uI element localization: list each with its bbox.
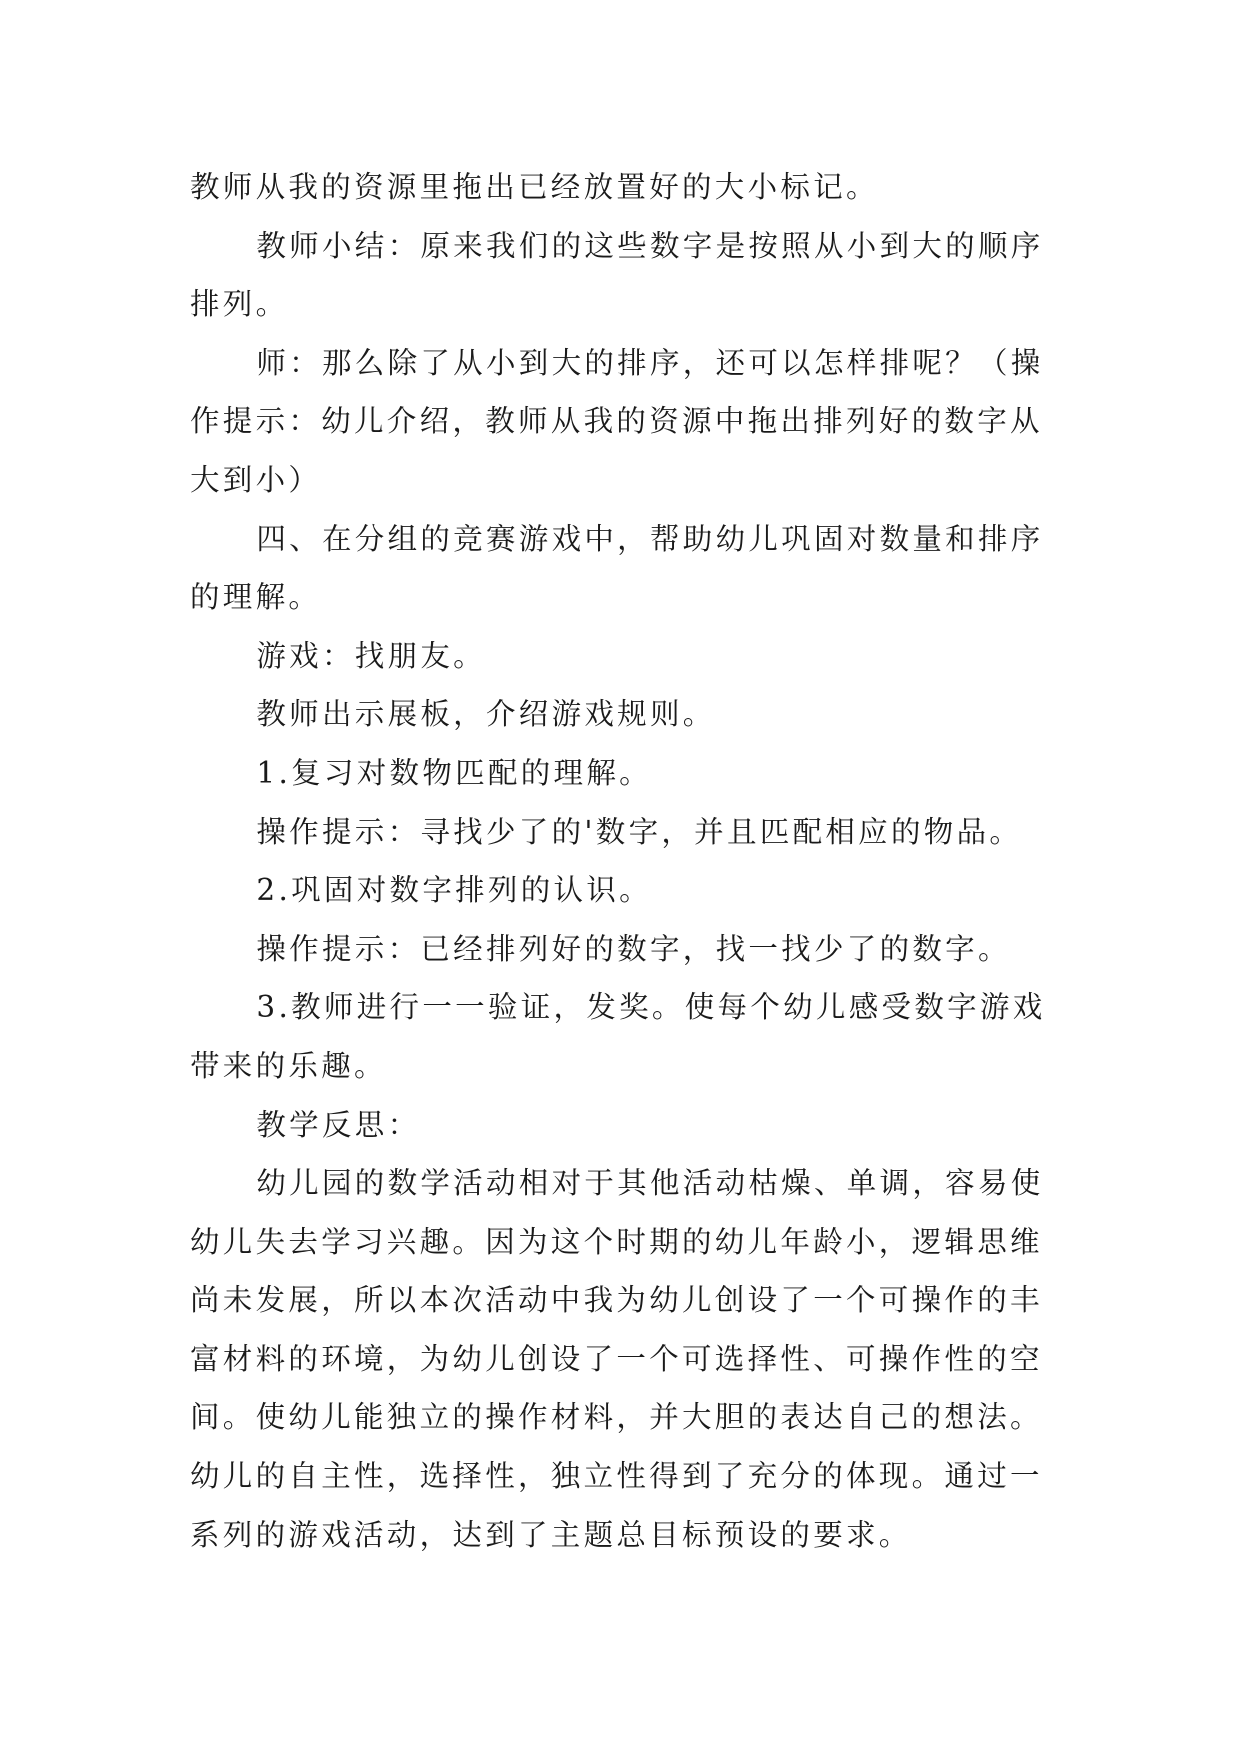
text-line: 幼儿园的数学活动相对于其他活动枯燥、单调，容易使 (256, 1166, 1044, 1201)
text-line: 排列。 (190, 287, 289, 322)
text-line: 教师小结：原来我们的这些数字是按照从小到大的顺序 (256, 228, 1044, 263)
text-line: 游戏：找朋友。 (256, 638, 486, 673)
paragraph-game-title (190, 627, 1070, 686)
paragraph-teacher-question (190, 334, 1070, 510)
paragraph-step-1-hint (190, 803, 1070, 862)
text-line: 尚未发展，所以本次活动中我为幼儿创设了一个可操作的丰 (190, 1283, 1043, 1318)
document-body (190, 158, 1070, 1564)
text-line: 富材料的环境，为幼儿创设了一个可选择性、可操作性的空 (190, 1341, 1043, 1376)
text-line: 操作提示：寻找少了的'数字，并且匹配相应的物品。 (256, 814, 1023, 849)
text-line: 教学反思： (256, 1107, 421, 1142)
text-line: 四、在分组的竞赛游戏中，帮助幼儿巩固对数量和排序 (256, 521, 1044, 556)
paragraph-summary (190, 217, 1070, 334)
text-line: 教师从我的资源里拖出已经放置好的大小标记。 (190, 170, 879, 204)
paragraph-step-2-hint (190, 920, 1070, 979)
text-line: 的理解。 (190, 580, 322, 615)
text-line: 操作提示：已经排列好的数字，找一找少了的数字。 (256, 931, 1011, 966)
text-line: 幼儿的自主性，选择性，独立性得到了充分的体现。通过一 (190, 1459, 1043, 1494)
paragraph-step-1 (190, 744, 1070, 803)
text-line: 幼儿失去学习兴趣。因为这个时期的幼儿年龄小，逻辑思维 (190, 1224, 1043, 1259)
text-line: 间。使幼儿能独立的操作材料，并大胆的表达自己的想法。 (190, 1400, 1043, 1435)
paragraph-reflection-body (190, 1154, 1070, 1564)
text-line: 2.巩固对数字排列的认识。 (256, 873, 652, 908)
paragraph-reflection-title (190, 1096, 1070, 1155)
text-line: 3.教师进行一一验证，发奖。使每个幼儿感受数字游戏 (256, 990, 1046, 1025)
text-line: 作提示：幼儿介绍，教师从我的资源中拖出排列好的数字从 (190, 404, 1043, 439)
paragraph-game-rules (190, 685, 1070, 744)
paragraph-intro (190, 158, 1070, 217)
text-line: 系列的游戏活动，达到了主题总目标预设的要求。 (190, 1517, 912, 1552)
paragraph-section-four (190, 510, 1070, 627)
text-line: 教师出示展板，介绍游戏规则。 (256, 697, 716, 732)
paragraph-step-2 (190, 861, 1070, 920)
text-line: 师：那么除了从小到大的排序，还可以怎样排呢？（操 (256, 345, 1044, 380)
text-line: 带来的乐趣。 (190, 1048, 387, 1083)
text-line: 大到小） (190, 462, 322, 497)
text-line: 1.复习对数物匹配的理解。 (256, 755, 652, 790)
paragraph-step-3 (190, 978, 1070, 1095)
